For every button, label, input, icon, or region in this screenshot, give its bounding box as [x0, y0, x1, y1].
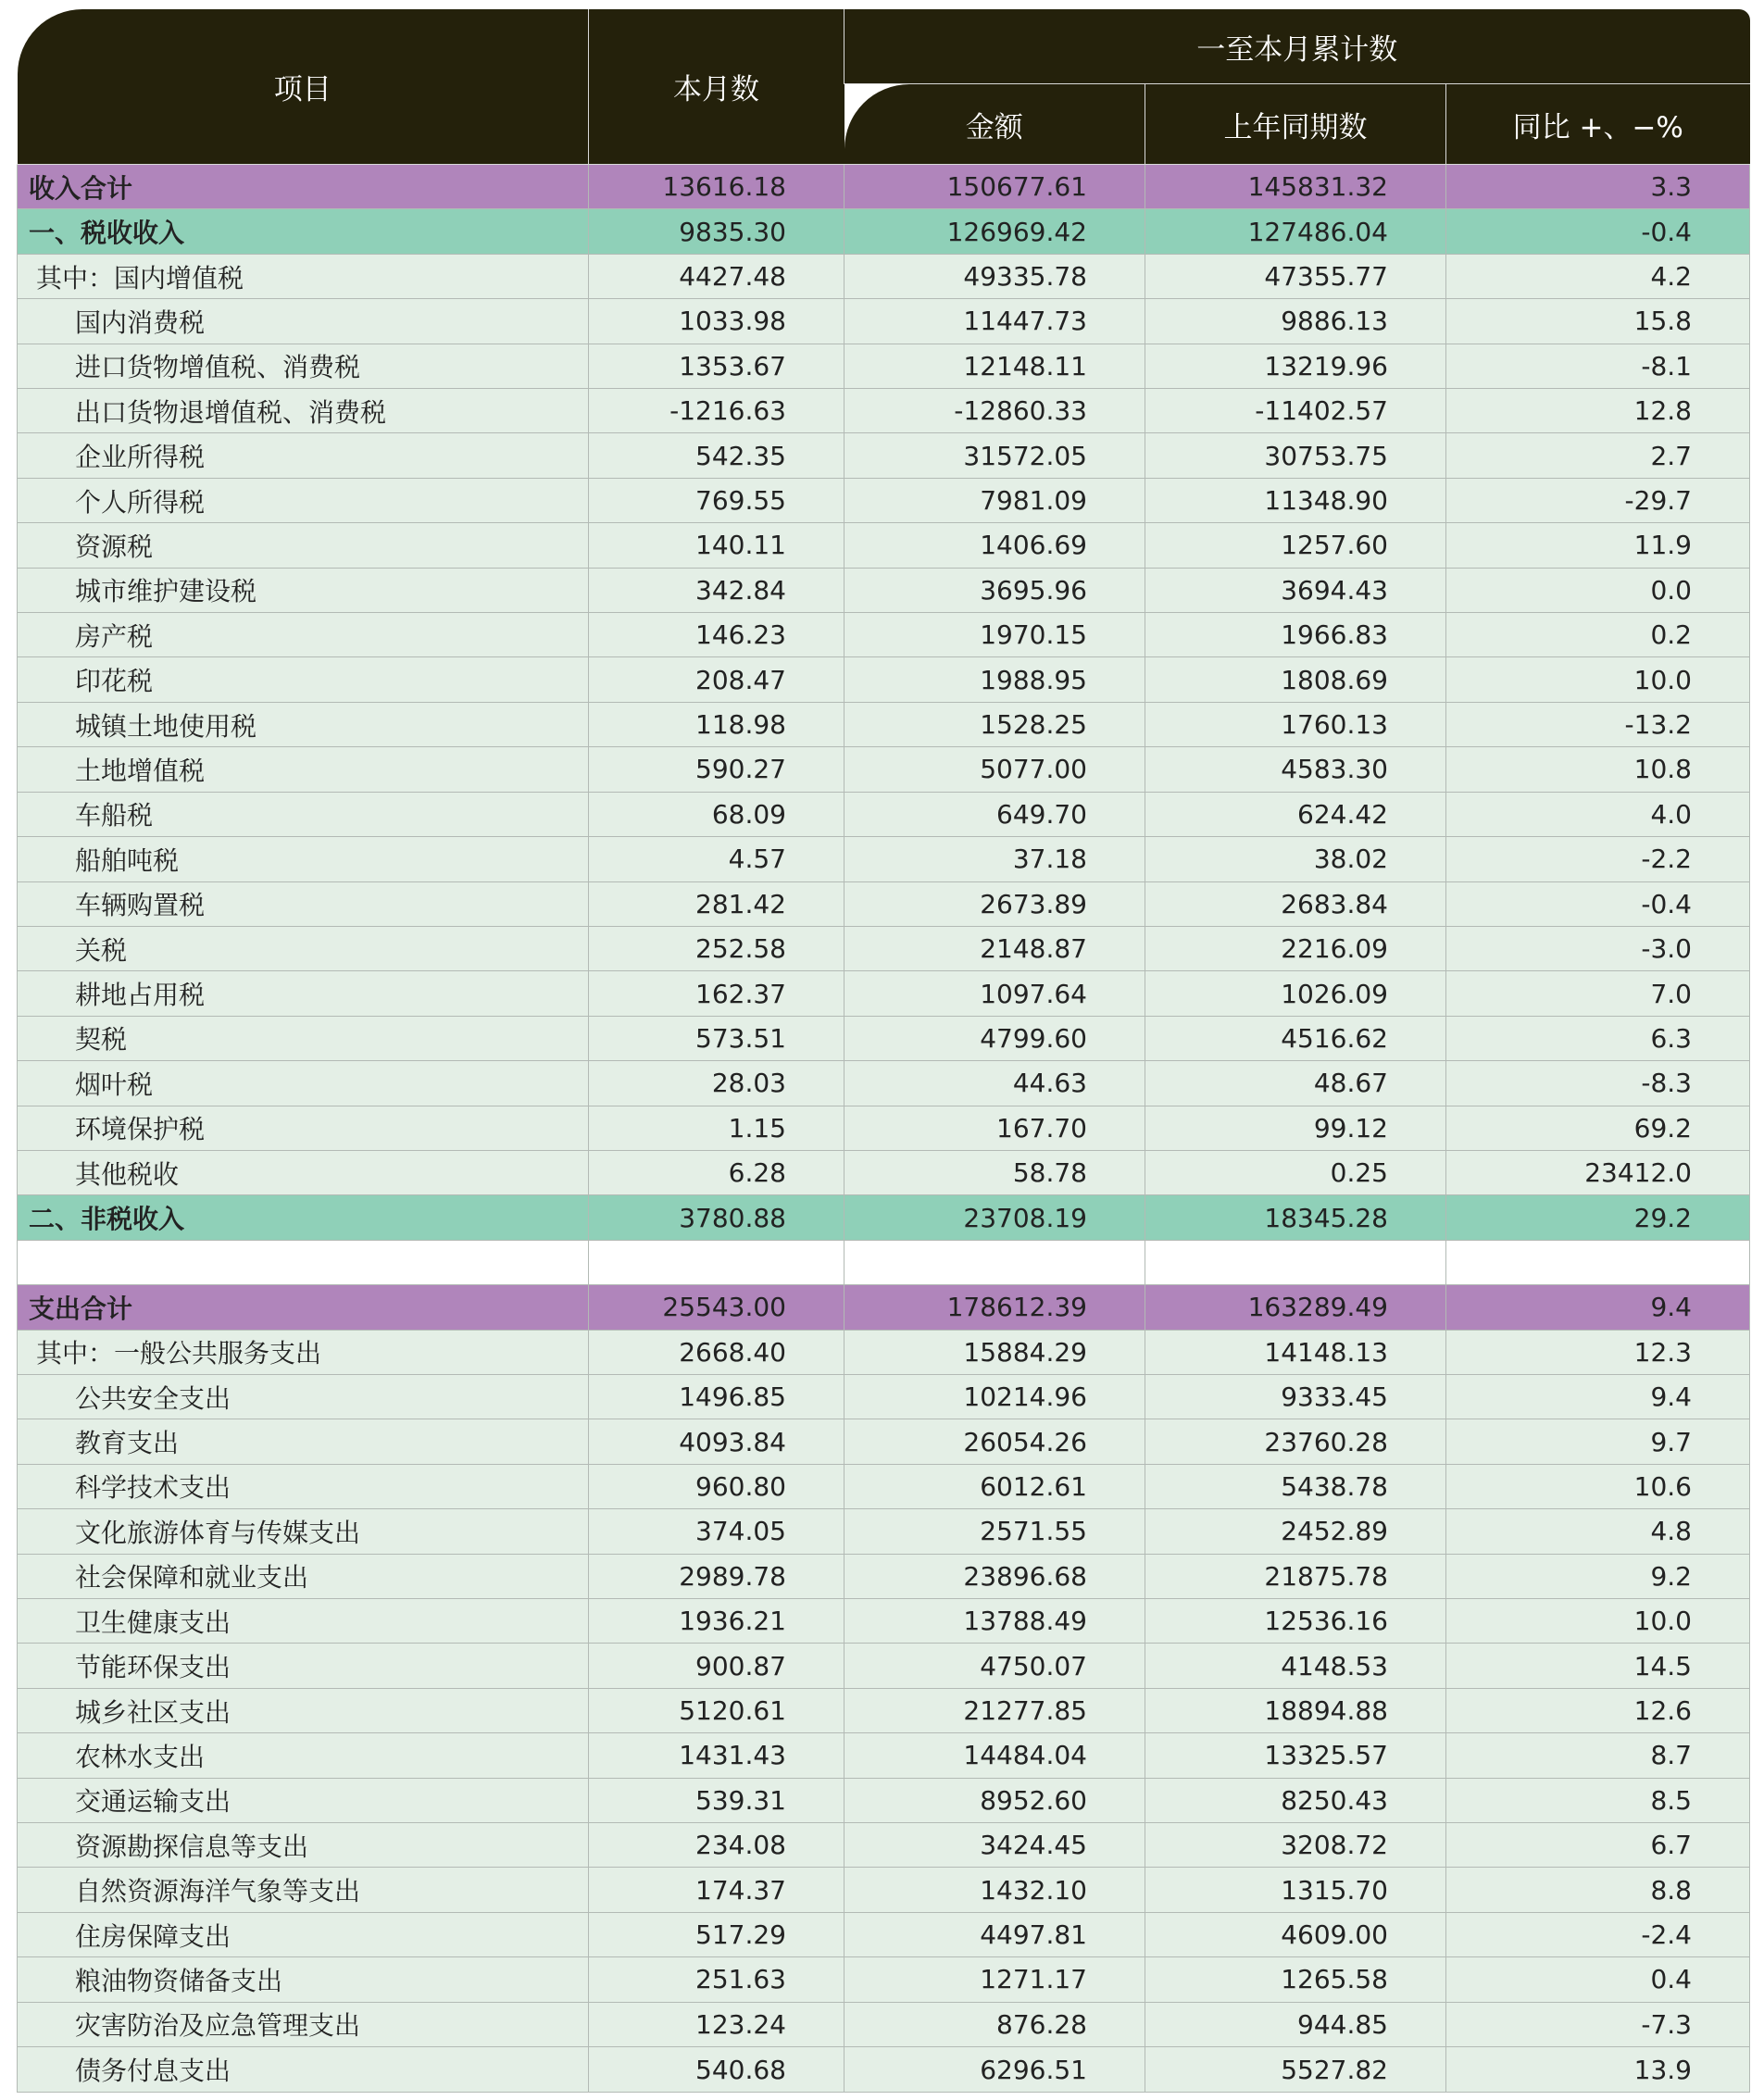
cell-amount: 1432.10 — [844, 1868, 1145, 1912]
cell-month: 140.11 — [589, 523, 844, 568]
cell-amount: 2673.89 — [844, 881, 1145, 926]
cell-month: 769.55 — [589, 478, 844, 522]
cell-yoy: 3.3 — [1446, 165, 1750, 209]
table-row — [18, 837, 1750, 881]
cell-amount: 8952.60 — [844, 1778, 1145, 1822]
cell-month: 374.05 — [589, 1509, 844, 1554]
cell-prior-year: 944.85 — [1145, 2002, 1446, 2046]
header-month: 本月数 — [589, 9, 844, 165]
cell-month: 2668.40 — [589, 1330, 844, 1374]
cell-yoy: -2.2 — [1446, 837, 1750, 881]
table-row — [18, 1778, 1750, 1822]
cell-amount: 649.70 — [844, 792, 1145, 836]
cell-month: 5120.61 — [589, 1688, 844, 1732]
cell-item: 节能环保支出 — [18, 1644, 589, 1688]
cell-item — [18, 1240, 589, 1284]
cell-prior-year: 11348.90 — [1145, 478, 1446, 522]
cell-prior-year: 3694.43 — [1145, 568, 1446, 612]
cell-month: 542.35 — [589, 433, 844, 478]
cell-prior-year — [1145, 1240, 1446, 1284]
cell-amount: 23896.68 — [844, 1554, 1145, 1598]
cell-amount: 1406.69 — [844, 523, 1145, 568]
cell-prior-year: 4583.30 — [1145, 747, 1446, 792]
cell-yoy: 12.8 — [1446, 389, 1750, 433]
cell-item: 交通运输支出 — [18, 1778, 589, 1822]
table-row — [18, 1330, 1750, 1374]
cell-amount: 10214.96 — [844, 1374, 1145, 1419]
cell-prior-year: 18345.28 — [1145, 1195, 1446, 1240]
table-row — [18, 1419, 1750, 1464]
cell-prior-year: 127486.04 — [1145, 209, 1446, 254]
cell-yoy: 29.2 — [1446, 1195, 1750, 1240]
cell-item: 城市维护建设税 — [18, 568, 589, 612]
cell-yoy: 4.0 — [1446, 792, 1750, 836]
table-row — [18, 613, 1750, 657]
cell-amount: 1528.25 — [844, 702, 1145, 746]
cell-yoy: 10.8 — [1446, 747, 1750, 792]
cell-month: 1033.98 — [589, 299, 844, 344]
cell-month: 162.37 — [589, 971, 844, 1016]
cell-prior-year: 14148.13 — [1145, 1330, 1446, 1374]
table-row — [18, 1061, 1750, 1106]
cell-amount: 12148.11 — [844, 344, 1145, 388]
cell-item: 车辆购置税 — [18, 881, 589, 926]
cell-month: 1496.85 — [589, 1374, 844, 1419]
cell-item: 出口货物退增值税、消费税 — [18, 389, 589, 433]
cell-amount: 13788.49 — [844, 1599, 1145, 1644]
cell-month: 2989.78 — [589, 1554, 844, 1598]
cell-month: 281.42 — [589, 881, 844, 926]
cell-item: 其他税收 — [18, 1150, 589, 1194]
cell-yoy: -0.4 — [1446, 881, 1750, 926]
cell-amount: 167.70 — [844, 1106, 1145, 1150]
table-row — [18, 1285, 1750, 1330]
cell-prior-year: 38.02 — [1145, 837, 1446, 881]
cell-item: 文化旅游体育与传媒支出 — [18, 1509, 589, 1554]
cell-item: 环境保护税 — [18, 1106, 589, 1150]
cell-yoy: 10.0 — [1446, 1599, 1750, 1644]
cell-amount: 11447.73 — [844, 299, 1145, 344]
cell-prior-year: 1966.83 — [1145, 613, 1446, 657]
cell-yoy: 12.3 — [1446, 1330, 1750, 1374]
cell-amount: 4497.81 — [844, 1912, 1145, 1956]
cell-amount: 876.28 — [844, 2002, 1145, 2046]
cell-prior-year: 1315.70 — [1145, 1868, 1446, 1912]
cell-amount: 37.18 — [844, 837, 1145, 881]
table-row — [18, 1509, 1750, 1554]
cell-item: 资源勘探信息等支出 — [18, 1823, 589, 1868]
cell-item: 国内消费税 — [18, 299, 589, 344]
table-row — [18, 344, 1750, 388]
cell-yoy: 15.8 — [1446, 299, 1750, 344]
cell-yoy: 6.7 — [1446, 1823, 1750, 1868]
cell-item: 船舶吨税 — [18, 837, 589, 881]
header-prior-year: 上年同期数 — [1145, 84, 1446, 165]
cell-item: 二、非税收入 — [18, 1195, 589, 1240]
table-row — [18, 1150, 1750, 1194]
cell-prior-year: 145831.32 — [1145, 165, 1446, 209]
cell-prior-year: 5527.82 — [1145, 2047, 1446, 2093]
cell-month: 9835.30 — [589, 209, 844, 254]
table-row — [18, 971, 1750, 1016]
cell-yoy: 9.4 — [1446, 1374, 1750, 1419]
cell-yoy: 14.5 — [1446, 1644, 1750, 1688]
cell-month: 252.58 — [589, 926, 844, 970]
cell-month: 4.57 — [589, 837, 844, 881]
cell-item: 进口货物增值税、消费税 — [18, 344, 589, 388]
cell-yoy — [1446, 1240, 1750, 1284]
cell-yoy: -29.7 — [1446, 478, 1750, 522]
cell-yoy: 8.7 — [1446, 1733, 1750, 1778]
cell-prior-year: 4609.00 — [1145, 1912, 1446, 1956]
table-row — [18, 1912, 1750, 1956]
cell-yoy: -0.4 — [1446, 209, 1750, 254]
cell-item: 印花税 — [18, 657, 589, 702]
cell-month: 13616.18 — [589, 165, 844, 209]
table-row — [18, 1195, 1750, 1240]
cell-month: 1353.67 — [589, 344, 844, 388]
cell-month: 118.98 — [589, 702, 844, 746]
table-row — [18, 433, 1750, 478]
cell-amount: 2148.87 — [844, 926, 1145, 970]
cell-item: 农林水支出 — [18, 1733, 589, 1778]
cell-month: 6.28 — [589, 1150, 844, 1194]
table-row — [18, 1374, 1750, 1419]
cell-month: 342.84 — [589, 568, 844, 612]
cell-amount: 21277.85 — [844, 1688, 1145, 1732]
table-row — [18, 1106, 1750, 1150]
cell-yoy: 4.8 — [1446, 1509, 1750, 1554]
cell-item: 关税 — [18, 926, 589, 970]
cell-yoy: 6.3 — [1446, 1016, 1750, 1060]
cell-month: 4427.48 — [589, 254, 844, 298]
cell-prior-year: 2452.89 — [1145, 1509, 1446, 1554]
cell-yoy: 10.6 — [1446, 1464, 1750, 1508]
cell-yoy: 13.9 — [1446, 2047, 1750, 2093]
cell-amount: 4750.07 — [844, 1644, 1145, 1688]
cell-yoy: 0.2 — [1446, 613, 1750, 657]
header-cumulative-group: 一至本月累计数 — [844, 9, 1750, 84]
table-row — [18, 657, 1750, 702]
cell-yoy: 23412.0 — [1446, 1150, 1750, 1194]
cell-prior-year: 21875.78 — [1145, 1554, 1446, 1598]
table-row — [18, 702, 1750, 746]
cell-month: 1.15 — [589, 1106, 844, 1150]
cell-amount: 58.78 — [844, 1150, 1145, 1194]
cell-item: 支出合计 — [18, 1285, 589, 1330]
cell-yoy: 11.9 — [1446, 523, 1750, 568]
cell-prior-year: 48.67 — [1145, 1061, 1446, 1106]
cell-month: 146.23 — [589, 613, 844, 657]
cell-yoy: -3.0 — [1446, 926, 1750, 970]
cell-amount — [844, 1240, 1145, 1284]
table-row — [18, 1554, 1750, 1598]
cell-amount: 150677.61 — [844, 165, 1145, 209]
table-header — [18, 9, 1750, 165]
table-row — [18, 747, 1750, 792]
cell-yoy: 10.0 — [1446, 657, 1750, 702]
cell-month: 539.31 — [589, 1778, 844, 1822]
cell-month: 900.87 — [589, 1644, 844, 1688]
cell-month: 251.63 — [589, 1957, 844, 2002]
table-row — [18, 1688, 1750, 1732]
cell-yoy: -8.1 — [1446, 344, 1750, 388]
cell-item: 债务付息支出 — [18, 2047, 589, 2093]
cell-month: -1216.63 — [589, 389, 844, 433]
header-amount: 金额 — [844, 84, 1145, 165]
cell-item: 车船税 — [18, 792, 589, 836]
table-row — [18, 881, 1750, 926]
cell-prior-year: 5438.78 — [1145, 1464, 1446, 1508]
table-row — [18, 523, 1750, 568]
cell-amount: 14484.04 — [844, 1733, 1145, 1778]
cell-amount: 5077.00 — [844, 747, 1145, 792]
cell-amount: 126969.42 — [844, 209, 1145, 254]
cell-month: 208.47 — [589, 657, 844, 702]
cell-yoy: -8.3 — [1446, 1061, 1750, 1106]
table-body — [18, 165, 1750, 2093]
cell-prior-year: 13219.96 — [1145, 344, 1446, 388]
cell-amount: 26054.26 — [844, 1419, 1145, 1464]
cell-month: 1936.21 — [589, 1599, 844, 1644]
cell-amount: 23708.19 — [844, 1195, 1145, 1240]
table-row — [18, 478, 1750, 522]
cell-yoy: 4.2 — [1446, 254, 1750, 298]
cell-prior-year: 4148.53 — [1145, 1644, 1446, 1688]
cell-yoy: -7.3 — [1446, 2002, 1750, 2046]
cell-item: 个人所得税 — [18, 478, 589, 522]
cell-yoy: -2.4 — [1446, 1912, 1750, 1956]
table-row — [18, 299, 1750, 344]
cell-amount: 7981.09 — [844, 478, 1145, 522]
cell-amount: 15884.29 — [844, 1330, 1145, 1374]
cell-month: 28.03 — [589, 1061, 844, 1106]
table-row — [18, 209, 1750, 254]
cell-prior-year: 0.25 — [1145, 1150, 1446, 1194]
cell-yoy: -13.2 — [1446, 702, 1750, 746]
cell-item: 城镇土地使用税 — [18, 702, 589, 746]
table-row — [18, 1644, 1750, 1688]
cell-prior-year: 1257.60 — [1145, 523, 1446, 568]
cell-prior-year: 1265.58 — [1145, 1957, 1446, 2002]
cell-amount: 49335.78 — [844, 254, 1145, 298]
cell-prior-year: 18894.88 — [1145, 1688, 1446, 1732]
table-spacer-row — [18, 1240, 1750, 1284]
cell-yoy: 9.4 — [1446, 1285, 1750, 1330]
cell-amount: 2571.55 — [844, 1509, 1145, 1554]
cell-prior-year: 624.42 — [1145, 792, 1446, 836]
cell-item: 其中：一般公共服务支出 — [18, 1330, 589, 1374]
cell-yoy: 69.2 — [1446, 1106, 1750, 1150]
cell-month: 590.27 — [589, 747, 844, 792]
cell-yoy: 8.5 — [1446, 1778, 1750, 1822]
cell-yoy: 9.7 — [1446, 1419, 1750, 1464]
cell-item: 科学技术支出 — [18, 1464, 589, 1508]
table-row — [18, 2002, 1750, 2046]
cell-month: 573.51 — [589, 1016, 844, 1060]
table-row — [18, 1957, 1750, 2002]
cell-prior-year: 1760.13 — [1145, 702, 1446, 746]
cell-prior-year: 23760.28 — [1145, 1419, 1446, 1464]
cell-item: 其中：国内增值税 — [18, 254, 589, 298]
fiscal-revenue-expenditure-table — [17, 9, 1750, 2093]
cell-prior-year: 47355.77 — [1145, 254, 1446, 298]
cell-month: 234.08 — [589, 1823, 844, 1868]
cell-item: 耕地占用税 — [18, 971, 589, 1016]
cell-prior-year: 163289.49 — [1145, 1285, 1446, 1330]
cell-amount: 1970.15 — [844, 613, 1145, 657]
table-row — [18, 926, 1750, 970]
cell-yoy: 9.2 — [1446, 1554, 1750, 1598]
cell-item: 灾害防治及应急管理支出 — [18, 2002, 589, 2046]
cell-item: 烟叶税 — [18, 1061, 589, 1106]
cell-item: 卫生健康支出 — [18, 1599, 589, 1644]
cell-prior-year: 1808.69 — [1145, 657, 1446, 702]
cell-amount: 3695.96 — [844, 568, 1145, 612]
cell-amount: -12860.33 — [844, 389, 1145, 433]
cell-amount: 31572.05 — [844, 433, 1145, 478]
cell-item: 企业所得税 — [18, 433, 589, 478]
cell-prior-year: 8250.43 — [1145, 1778, 1446, 1822]
header-yoy: 同比 +、−% — [1446, 84, 1750, 165]
cell-prior-year: 30753.75 — [1145, 433, 1446, 478]
table-row — [18, 1464, 1750, 1508]
cell-amount: 6012.61 — [844, 1464, 1145, 1508]
cell-prior-year: 4516.62 — [1145, 1016, 1446, 1060]
table-row — [18, 1016, 1750, 1060]
cell-item: 粮油物资储备支出 — [18, 1957, 589, 2002]
cell-month: 174.37 — [589, 1868, 844, 1912]
header-item: 项目 — [18, 9, 589, 165]
table-row — [18, 1599, 1750, 1644]
cell-prior-year: 2216.09 — [1145, 926, 1446, 970]
cell-amount: 1271.17 — [844, 1957, 1145, 2002]
cell-month: 123.24 — [589, 2002, 844, 2046]
table-row — [18, 568, 1750, 612]
cell-yoy: 2.7 — [1446, 433, 1750, 478]
table-row — [18, 1868, 1750, 1912]
cell-prior-year: 99.12 — [1145, 1106, 1446, 1150]
cell-month: 25543.00 — [589, 1285, 844, 1330]
cell-yoy: 12.6 — [1446, 1688, 1750, 1732]
table-row — [18, 165, 1750, 209]
cell-amount: 178612.39 — [844, 1285, 1145, 1330]
cell-month: 68.09 — [589, 792, 844, 836]
table-row — [18, 254, 1750, 298]
cell-yoy: 0.0 — [1446, 568, 1750, 612]
cell-month: 4093.84 — [589, 1419, 844, 1464]
cell-amount: 1988.95 — [844, 657, 1145, 702]
cell-item: 社会保障和就业支出 — [18, 1554, 589, 1598]
cell-prior-year: 2683.84 — [1145, 881, 1446, 926]
cell-prior-year: -11402.57 — [1145, 389, 1446, 433]
cell-month — [589, 1240, 844, 1284]
cell-prior-year: 13325.57 — [1145, 1733, 1446, 1778]
cell-month: 540.68 — [589, 2047, 844, 2093]
cell-item: 公共安全支出 — [18, 1374, 589, 1419]
cell-item: 土地增值税 — [18, 747, 589, 792]
table-row — [18, 389, 1750, 433]
table-row — [18, 1733, 1750, 1778]
cell-month: 3780.88 — [589, 1195, 844, 1240]
cell-yoy: 7.0 — [1446, 971, 1750, 1016]
cell-amount: 44.63 — [844, 1061, 1145, 1106]
cell-item: 教育支出 — [18, 1419, 589, 1464]
table-row — [18, 2047, 1750, 2093]
cell-item: 一、税收收入 — [18, 209, 589, 254]
cell-yoy: 8.8 — [1446, 1868, 1750, 1912]
cell-item: 城乡社区支出 — [18, 1688, 589, 1732]
cell-month: 1431.43 — [589, 1733, 844, 1778]
cell-item: 房产税 — [18, 613, 589, 657]
cell-amount: 6296.51 — [844, 2047, 1145, 2093]
cell-prior-year: 9886.13 — [1145, 299, 1446, 344]
table-row — [18, 792, 1750, 836]
cell-amount: 1097.64 — [844, 971, 1145, 1016]
cell-amount: 4799.60 — [844, 1016, 1145, 1060]
cell-prior-year: 1026.09 — [1145, 971, 1446, 1016]
cell-prior-year: 3208.72 — [1145, 1823, 1446, 1868]
cell-item: 资源税 — [18, 523, 589, 568]
cell-amount: 3424.45 — [844, 1823, 1145, 1868]
cell-month: 960.80 — [589, 1464, 844, 1508]
cell-prior-year: 12536.16 — [1145, 1599, 1446, 1644]
cell-month: 517.29 — [589, 1912, 844, 1956]
cell-item: 自然资源海洋气象等支出 — [18, 1868, 589, 1912]
cell-item: 住房保障支出 — [18, 1912, 589, 1956]
cell-item: 收入合计 — [18, 165, 589, 209]
cell-prior-year: 9333.45 — [1145, 1374, 1446, 1419]
table-row — [18, 1823, 1750, 1868]
cell-item: 契税 — [18, 1016, 589, 1060]
cell-yoy: 0.4 — [1446, 1957, 1750, 2002]
